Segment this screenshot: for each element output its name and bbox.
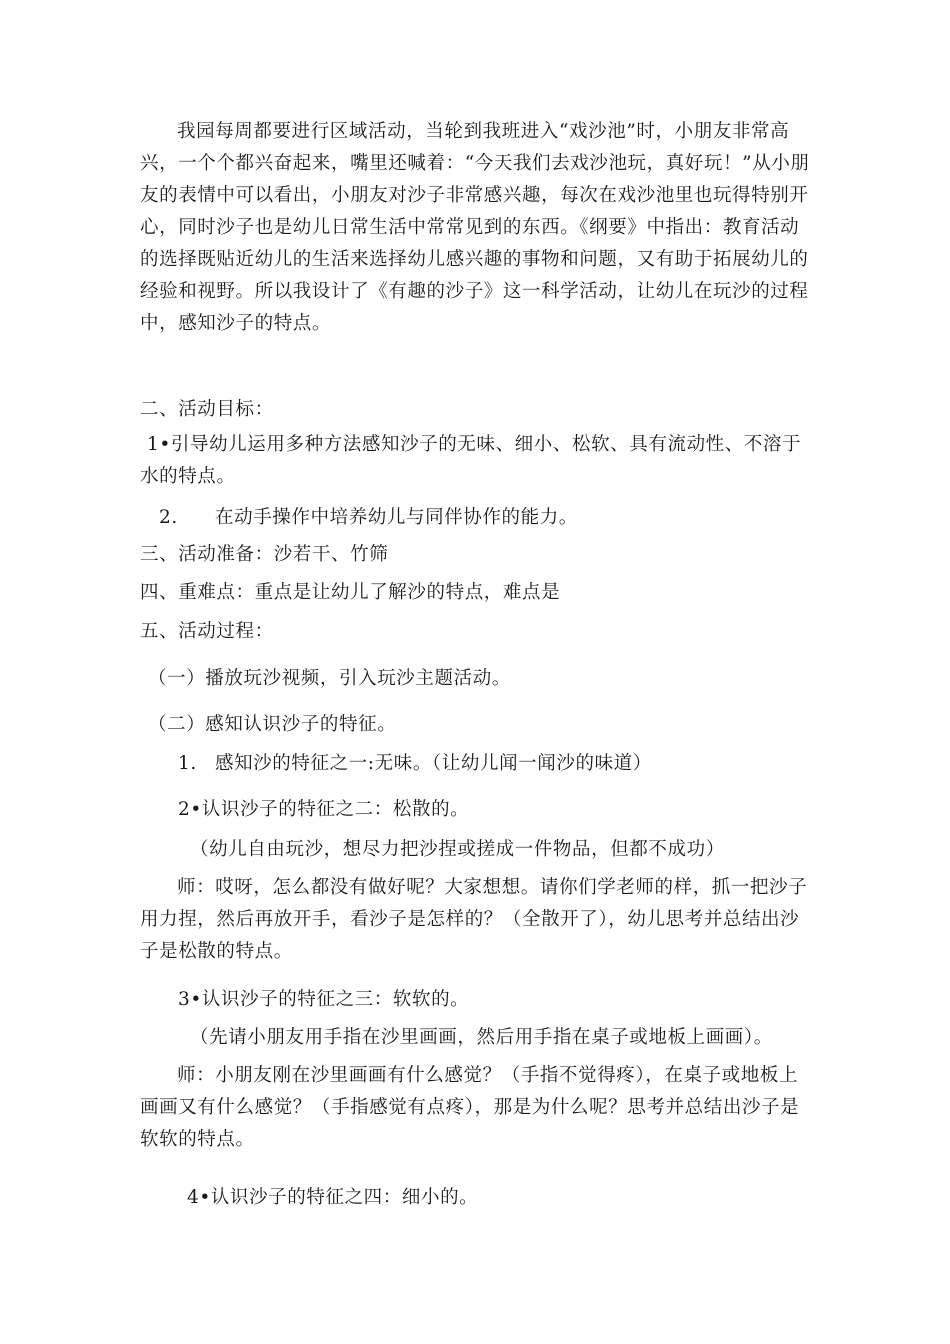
- feature-4-heading: 4•认识沙子的特征之四：细小的。: [187, 1187, 479, 1208]
- feature-3-note: （先请小朋友用手指在沙里画画，然后用手指在桌子或地板上画画）。: [190, 1027, 773, 1048]
- feature-1-number: 1.: [178, 753, 197, 774]
- feature-2-note: （幼儿自由玩沙，想尽力把沙捏或搓成一件物品，但都不成功）: [190, 839, 725, 860]
- intro-paragraph: 我园每周都要进行区域活动，当轮到我班进入“戏沙池”时，小朋友非常高兴，一个个都兴奋起来，嘴里还喊着：“今天我们去戏沙池玩，真好玩！”从小朋友的表情中可以看出，小朋友对沙子非常感兴趣，每次在戏沙池里也玩得特别开心，同时沙子也是幼儿日常生活中常常见到的东西。《纲要》中指出：教育活动的选择既贴近幼儿的生活来选择幼儿感兴趣的事物和问题，又有助于拓展幼儿的经验和视野。所以我设计了《有趣的沙子》这一科学活动，让幼儿在玩沙的过程中，感知沙子的特点。: [140, 121, 810, 334]
- feature-3-teacher-paragraph: 师：小朋友刚在沙里画画有什么感觉？（手指不觉得疼），在桌子或地板上画画又有什么感觉？（手指感觉有点疼），那是为什么呢？思考并总结出沙子是软软的特点。: [140, 1065, 800, 1150]
- section-preparation: 三、活动准备：沙若干、竹筛: [140, 544, 389, 565]
- section-heading-goals: 二、活动目标：: [140, 399, 274, 420]
- section-heading-process: 五、活动过程：: [140, 621, 274, 642]
- feature-2-teacher-paragraph: 师：哎呀，怎么都没有做好呢？大家想想。请你们学老师的样，抓一把沙子用力捏，然后再放开手，看沙子是怎样的？（全散开了），幼儿思考并总结出沙子是松散的特点。: [140, 877, 808, 962]
- goal-item-2-text: 在动手操作中培养幼儿与同伴协作的能力。: [215, 507, 578, 528]
- feature-1-text: 感知沙的特征之一:无味。（让幼儿闻一闻沙的味道）: [215, 753, 652, 774]
- process-step-1: （一）播放玩沙视频，引入玩沙主题活动。: [148, 668, 511, 689]
- goal-item-2-number: 2.: [159, 507, 178, 528]
- section-key-points: 四、重难点：重点是让幼儿了解沙的特点，难点是: [140, 582, 561, 603]
- process-step-2: （二）感知认识沙子的特征。: [148, 714, 397, 735]
- feature-3-heading: 3•认识沙子的特征之三：软软的。: [178, 989, 470, 1010]
- goal-item-1: 1•引导幼儿运用多种方法感知沙子的无味、细小、松软、具有流动性、不溶于水的特点。: [140, 434, 802, 487]
- feature-2-heading: 2•认识沙子的特征之二：松散的。: [178, 799, 470, 820]
